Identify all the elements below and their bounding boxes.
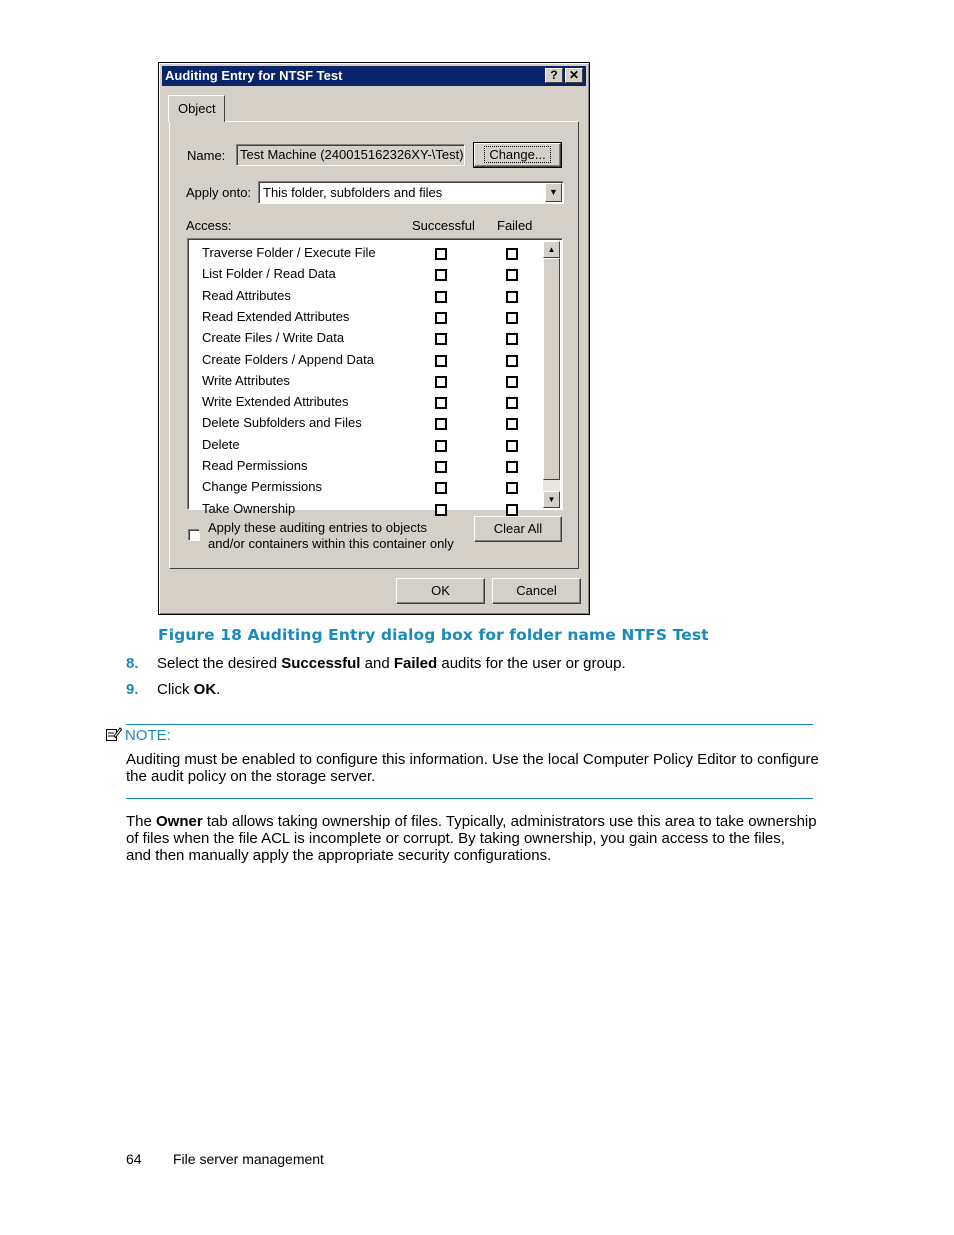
permission-label: Read Permissions xyxy=(202,458,308,473)
failed-checkbox[interactable] xyxy=(506,248,518,260)
step-8-bold-successful: Successful xyxy=(281,655,361,672)
cancel-button[interactable]: Cancel xyxy=(492,578,581,604)
permission-label: Change Permissions xyxy=(202,479,322,495)
apply-onto-label: Apply onto: xyxy=(186,185,252,200)
close-button[interactable]: ✕ xyxy=(565,68,583,83)
failed-checkbox[interactable] xyxy=(506,291,518,303)
permission-row xyxy=(202,435,542,456)
footer-section-title: File server management xyxy=(173,1151,324,1167)
successful-column-header: Successful xyxy=(412,218,475,233)
owner-line-1 xyxy=(126,813,832,830)
failed-checkbox[interactable] xyxy=(506,376,518,388)
note-line-1: Auditing must be enabled to configure this information. Use the local Computer Policy Editor to configure xyxy=(126,751,819,768)
step-9-bold-ok: OK xyxy=(193,681,217,698)
permission-label: List Folder / Read Data xyxy=(202,266,336,282)
step-8-text-mid: and xyxy=(360,655,394,672)
successful-checkbox[interactable] xyxy=(435,482,447,494)
step-8-text-post: audits for the user or group. xyxy=(437,655,626,672)
page-number: 64 xyxy=(126,1151,142,1167)
permission-row xyxy=(202,328,542,349)
owner-bold: Owner xyxy=(156,813,203,830)
permission-label: Delete xyxy=(202,436,240,452)
clear-all-button[interactable]: Clear All xyxy=(474,516,562,542)
step-9-number: 9. xyxy=(126,681,139,698)
successful-checkbox[interactable] xyxy=(435,504,447,516)
permission-label: Create Folders / Append Data xyxy=(202,351,374,367)
note-line-2: the audit policy on the storage server. xyxy=(126,768,376,785)
permission-label: Write Attributes xyxy=(202,372,290,388)
apply-onto-value: This folder, subfolders and files xyxy=(263,185,443,200)
owner-paragraph xyxy=(126,813,832,864)
apply-entries-label-line1: Apply these auditing entries to objects xyxy=(208,520,427,535)
permission-row xyxy=(202,243,542,264)
permission-row xyxy=(202,456,542,477)
step-8-bold-failed: Failed xyxy=(393,655,438,672)
dropdown-arrow-icon[interactable]: ▼ xyxy=(545,183,562,202)
successful-checkbox[interactable] xyxy=(435,440,447,452)
permission-label: Write Extended Attributes xyxy=(202,394,349,410)
access-label: Access: xyxy=(186,218,232,233)
apply-onto-select[interactable] xyxy=(258,181,564,204)
failed-checkbox[interactable] xyxy=(506,418,518,430)
successful-checkbox[interactable] xyxy=(435,269,447,281)
failed-checkbox[interactable] xyxy=(506,461,518,473)
failed-checkbox[interactable] xyxy=(506,482,518,494)
permission-row xyxy=(202,264,542,285)
name-label: Name: xyxy=(187,148,226,163)
successful-checkbox[interactable] xyxy=(435,248,447,260)
dialog-title: Auditing Entry for NTSF Test xyxy=(165,68,343,83)
apply-entries-checkbox[interactable] xyxy=(188,529,200,541)
permission-row xyxy=(202,350,542,371)
step-8-number: 8. xyxy=(126,655,139,672)
step-8-text-pre: Select the desired xyxy=(157,655,282,672)
successful-checkbox[interactable] xyxy=(435,376,447,388)
scroll-down-arrow-icon[interactable]: ▼ xyxy=(543,491,560,508)
tab-object[interactable]: Object xyxy=(168,95,225,122)
permission-label: Read Attributes xyxy=(202,287,291,303)
object-tab-panel xyxy=(169,121,579,569)
note-bottom-rule xyxy=(126,798,813,799)
permission-row xyxy=(202,286,542,307)
scroll-thumb[interactable] xyxy=(543,258,560,480)
permission-label: Read Extended Attributes xyxy=(202,308,350,324)
permission-row xyxy=(202,392,542,413)
failed-checkbox[interactable] xyxy=(506,504,518,516)
successful-checkbox[interactable] xyxy=(435,397,447,409)
help-button[interactable]: ? xyxy=(545,68,563,83)
permission-row xyxy=(202,371,542,392)
step-8 xyxy=(126,655,626,672)
owner-line-3: and then manually apply the appropriate security configurations. xyxy=(126,847,552,864)
note-pencil-icon xyxy=(106,727,122,742)
step-9 xyxy=(126,681,220,698)
change-button[interactable] xyxy=(474,143,561,167)
successful-checkbox[interactable] xyxy=(435,418,447,430)
permission-row xyxy=(202,307,542,328)
step-9-text-pre: Click xyxy=(157,681,194,698)
successful-checkbox[interactable] xyxy=(435,461,447,473)
failed-checkbox[interactable] xyxy=(506,333,518,345)
permission-label: Traverse Folder / Execute File xyxy=(202,245,376,260)
successful-checkbox[interactable] xyxy=(435,291,447,303)
auditing-entry-dialog xyxy=(158,62,590,615)
failed-column-header: Failed xyxy=(497,218,533,233)
apply-entries-label-line2: and/or containers within this container only xyxy=(208,536,454,551)
step-9-text-post: . xyxy=(216,681,221,698)
scroll-up-arrow-icon[interactable]: ▲ xyxy=(543,241,560,258)
change-button-label: Change... xyxy=(484,146,550,163)
name-field[interactable]: Test Machine (240015162326XY-\Test) xyxy=(236,144,465,166)
owner-line-2: of files when the file ACL is incomplete or corrupt. By taking ownership, you gain access to the files, xyxy=(126,830,785,847)
note-label: NOTE: xyxy=(125,727,171,744)
permission-label: Take Ownership xyxy=(202,500,296,516)
note-top-rule xyxy=(126,724,813,725)
dialog-titlebar[interactable] xyxy=(162,66,586,86)
failed-checkbox[interactable] xyxy=(506,269,518,281)
access-list[interactable] xyxy=(187,238,563,516)
failed-checkbox[interactable] xyxy=(506,440,518,452)
note-body xyxy=(126,751,832,785)
permission-row xyxy=(202,413,542,434)
permission-row xyxy=(202,477,542,498)
successful-checkbox[interactable] xyxy=(435,355,447,367)
successful-checkbox[interactable] xyxy=(435,333,447,345)
failed-checkbox[interactable] xyxy=(506,397,518,409)
figure-caption: Figure 18 Auditing Entry dialog box for folder name NTFS Test xyxy=(158,626,709,644)
successful-checkbox[interactable] xyxy=(435,312,447,324)
failed-checkbox[interactable] xyxy=(506,355,518,367)
ok-button[interactable]: OK xyxy=(396,578,485,604)
access-list-scrollbar[interactable] xyxy=(543,241,560,508)
note-heading xyxy=(106,727,171,744)
permission-label: Delete Subfolders and Files xyxy=(202,415,362,431)
permission-label: Create Files / Write Data xyxy=(202,330,345,346)
failed-checkbox[interactable] xyxy=(506,312,518,324)
owner-text-post: tab allows taking ownership of files. Typically, administrators use this area to take ownership xyxy=(202,813,817,830)
owner-text-pre: The xyxy=(126,813,157,830)
